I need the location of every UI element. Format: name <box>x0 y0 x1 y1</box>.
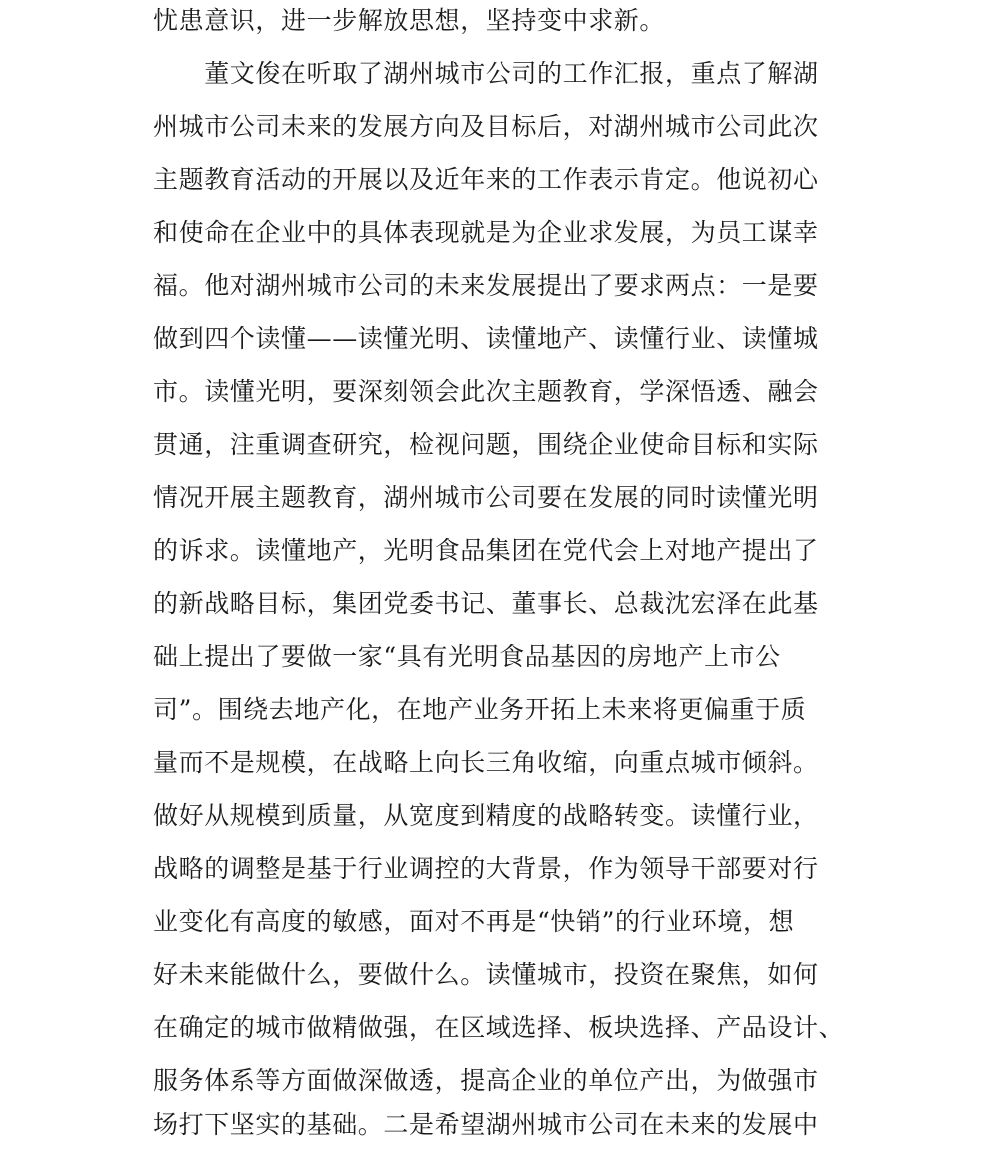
text-line: 做好从规模到质量，从宽度到精度的战略转变。读懂行业， <box>153 801 819 830</box>
text-line: 场打下坚实的基础。二是希望湖州城市公司在未来的发展中 <box>153 1110 819 1139</box>
text-line: 在确定的城市做精做强，在区域选择、板块选择、产品设计、 <box>153 1013 845 1042</box>
text-line: 贯通，注重调查研究，检视问题，围绕企业使命目标和实际 <box>153 430 819 459</box>
text-line: 础上提出了要做一家“具有光明食品基因的房地产上市公 <box>153 642 781 671</box>
text-line: 做到四个读懂——读懂光明、读懂地产、读懂行业、读懂城 <box>153 324 819 353</box>
text-line: 董文俊在听取了湖州城市公司的工作汇报，重点了解湖 <box>153 59 819 88</box>
text-line: 服务体系等方面做深做透，提高企业的单位产出，为做强市 <box>153 1066 819 1095</box>
text-line: 主题教育活动的开展以及近年来的工作表示肯定。他说初心 <box>153 165 819 194</box>
text-line: 福。他对湖州城市公司的未来发展提出了要求两点：一是要 <box>153 271 819 300</box>
text-line: 的诉求。读懂地产，光明食品集团在党代会上对地产提出了 <box>153 536 819 565</box>
text-line: 司”。围绕去地产化，在地产业务开拓上未来将更偏重于质 <box>153 695 807 724</box>
text-line: 忧患意识，进一步解放思想，坚持变中求新。 <box>153 6 666 35</box>
text-line: 量而不是规模，在战略上向长三角收缩，向重点城市倾斜。 <box>153 748 819 777</box>
text-line: 情况开展主题教育，湖州城市公司要在发展的同时读懂光明 <box>153 483 819 512</box>
text-line: 市。读懂光明，要深刻领会此次主题教育，学深悟透、融会 <box>153 377 819 406</box>
text-line: 好未来能做什么，要做什么。读懂城市，投资在聚焦，如何 <box>153 960 819 989</box>
text-line: 业变化有高度的敏感，面对不再是“快销”的行业环境，想 <box>153 907 795 936</box>
text-line: 战略的调整是基于行业调控的大背景，作为领导干部要对行 <box>153 854 819 883</box>
text-line: 和使命在企业中的具体表现就是为企业求发展，为员工谋幸 <box>153 218 819 247</box>
text-line: 州城市公司未来的发展方向及目标后，对湖州城市公司此次 <box>153 112 819 141</box>
text-line: 的新战略目标，集团党委书记、董事长、总裁沈宏泽在此基 <box>153 589 819 618</box>
